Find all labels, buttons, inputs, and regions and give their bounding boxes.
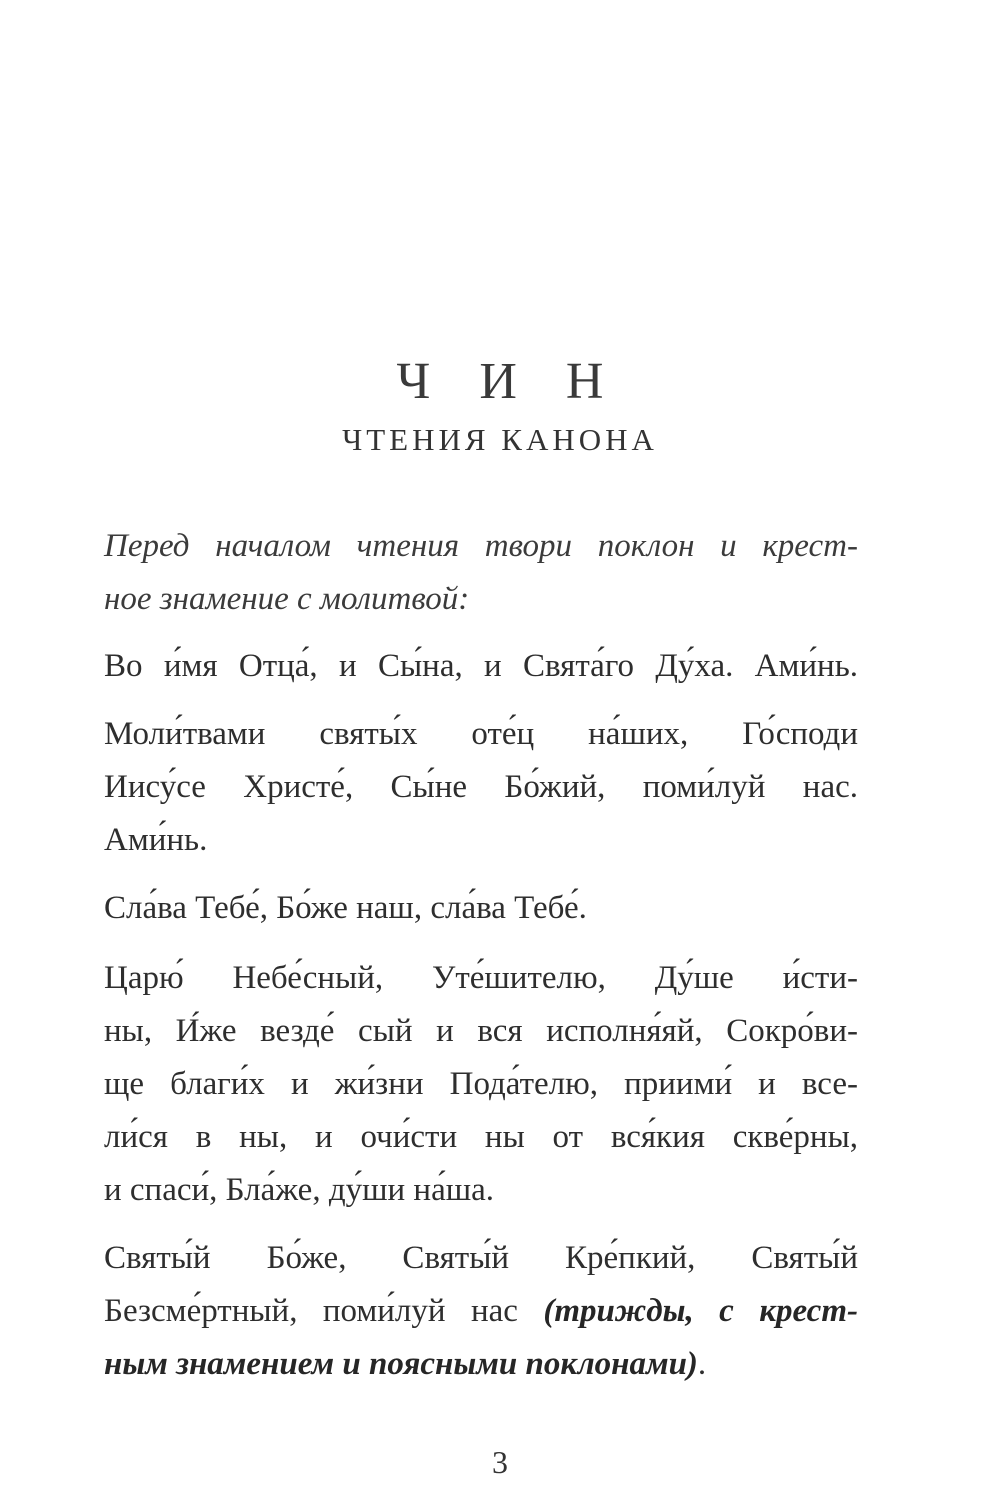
- text-line: ное знамение с молитвой:: [104, 581, 470, 617]
- text-line: Царю́ Небе́сный, Уте́шителю, Ду́ше и́сти-: [104, 960, 858, 996]
- rubric-instruction: [104, 520, 858, 626]
- text-line: Моли́твами святы́х оте́ц на́ших, Го́споди: [104, 716, 858, 752]
- page-title: Ч И Н: [396, 353, 622, 410]
- text-line: ще благи́х и жи́зни Пода́телю, приими́ и все-: [104, 1066, 858, 1102]
- text-line: ны, И́же везде́ сый и вся исполня́яй, Сокро́ви-: [104, 1013, 858, 1049]
- page-subtitle: ЧТЕНИЯ КАНОНА: [342, 422, 658, 457]
- prayer-in-the-name: [104, 640, 858, 693]
- text-line: Сла́ва Тебе́, Бо́же наш, сла́ва Тебе́.: [104, 890, 587, 926]
- prayer-heavenly-king: [104, 952, 858, 1217]
- text-line: Во и́мя Отца́, и Сы́на, и Свята́го Ду́ха. Ами́нь.: [104, 648, 858, 684]
- rubric-note: ным знамением и поясными поклонами): [104, 1346, 698, 1382]
- text-segment: .: [697, 1346, 707, 1382]
- text-segment: Безсме́ртный, поми́луй нас: [104, 1293, 544, 1329]
- text-line: Ами́нь.: [104, 822, 208, 858]
- text-line: и спаси́, Бла́же, ду́ши на́ша.: [104, 1172, 495, 1208]
- prayer-of-holy-fathers: [104, 708, 858, 867]
- text-line: [104, 1285, 858, 1338]
- page-number: 3: [492, 1444, 508, 1480]
- text-line: Перед началом чтения твори поклон и крест-: [104, 528, 858, 564]
- text-line: Святы́й Бо́же, Святы́й Кре́пкий, Святы́й: [104, 1240, 858, 1276]
- trisagion-prayer: [104, 1232, 858, 1391]
- text-line: ли́ся в ны, и очи́сти ны от вся́кия скве́рны,: [104, 1119, 858, 1155]
- rubric-note: (трижды, с крест-: [543, 1293, 858, 1329]
- glory-to-thee: [104, 882, 858, 935]
- text-line: Иису́се Христе́, Сы́не Бо́жий, поми́луй нас.: [104, 769, 858, 805]
- text-line: [104, 1338, 858, 1391]
